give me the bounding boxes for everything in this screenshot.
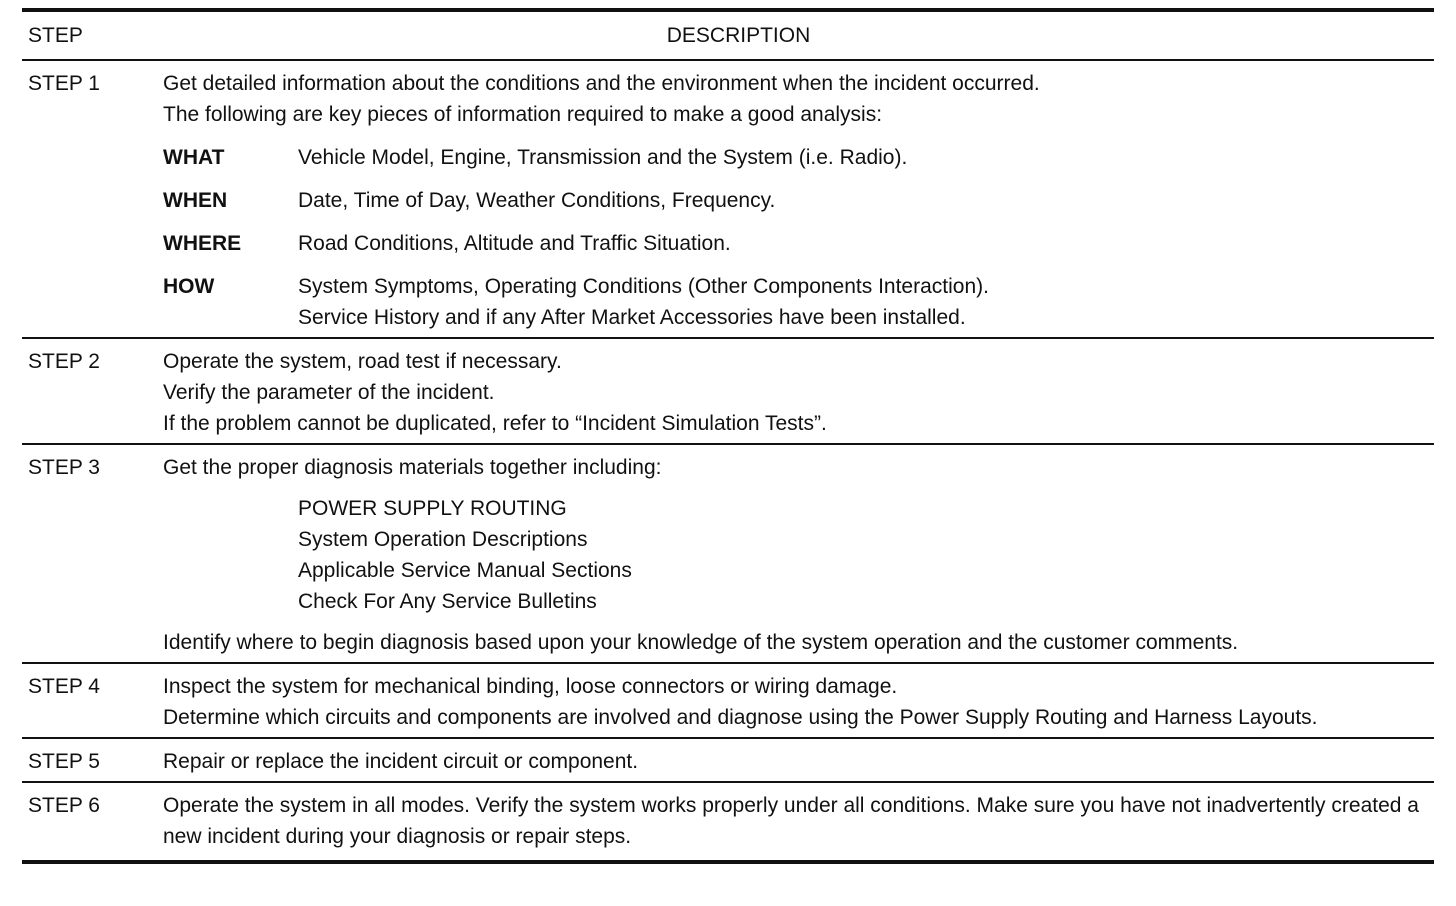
step-description [163,746,1434,777]
materials-item: Check For Any Service Bulletins [298,590,597,613]
description-column-header: DESCRIPTION [666,24,811,47]
step-text: Operate the system in all modes. Verify the system works properly under all conditions. Make sure you have not inadvertently created a new incident during your diagnosis or repair steps. [163,794,1419,848]
step-text: Determine which circuits and components are involved and diagnose using the Power Supply Routing and Harness Layouts. [163,706,1318,729]
step-row-1 [22,61,1434,337]
step-label: STEP 2 [28,350,100,373]
info-value-line: Service History and if any After Market Accessories have been installed. [298,306,966,329]
info-value-line: System Symptoms, Operating Conditions (Other Components Interaction). [298,275,989,298]
materials-item: POWER SUPPLY ROUTING [298,497,567,520]
step-text: Get detailed information about the conditions and the environment when the incident occurred. [163,72,1040,95]
info-item-when [163,185,1426,216]
info-item-how [163,271,1426,333]
step-text: If the problem cannot be duplicated, refer to “Incident Simulation Tests”. [163,412,827,435]
materials-list [163,493,1426,617]
info-value-line: Road Conditions, Altitude and Traffic Situation. [298,232,731,255]
step-label: STEP 4 [28,675,100,698]
info-item-what [163,142,1426,173]
info-value-line: Date, Time of Day, Weather Conditions, Frequency. [298,189,776,212]
step-description [163,346,1434,439]
info-item-where [163,228,1426,259]
materials-item: System Operation Descriptions [298,528,588,551]
info-value [298,142,1426,173]
step-label: STEP 3 [28,456,100,479]
step-row-3 [22,445,1434,662]
step-text: Inspect the system for mechanical binding, loose connectors or wiring damage. [163,675,898,698]
step-column-header: STEP [28,24,83,47]
step-description [163,452,1434,658]
info-value [298,271,1426,333]
step-row-5 [22,739,1434,781]
info-value [298,185,1426,216]
step-text: Get the proper diagnosis materials together including: [163,456,662,479]
step-label: STEP 6 [28,794,100,817]
step-text: Repair or replace the incident circuit or component. [163,750,639,773]
info-key: WHERE [163,232,242,255]
step-text: The following are key pieces of information required to make a good analysis: [163,103,883,126]
step-description [163,671,1434,733]
step-text: Operate the system, road test if necessary. [163,350,562,373]
bottom-rule [22,860,1434,864]
info-key: HOW [163,275,215,298]
info-key: WHEN [163,189,228,212]
step-row-4 [22,664,1434,737]
step-row-6 [22,783,1434,860]
step-text: Identify where to begin diagnosis based upon your knowledge of the system operation and the customer comments. [163,631,1239,654]
step-label: STEP 1 [28,72,100,95]
step-text: Verify the parameter of the incident. [163,381,495,404]
step-label: STEP 5 [28,750,100,773]
table-header-row [22,12,1434,59]
step-description [163,790,1434,852]
step-description [163,68,1434,333]
info-value-line: Vehicle Model, Engine, Transmission and the System (i.e. Radio). [298,146,908,169]
info-value [298,228,1426,259]
diagnosis-steps-table [22,8,1434,864]
materials-item: Applicable Service Manual Sections [298,559,632,582]
info-key: WHAT [163,146,225,169]
step-row-2 [22,339,1434,443]
